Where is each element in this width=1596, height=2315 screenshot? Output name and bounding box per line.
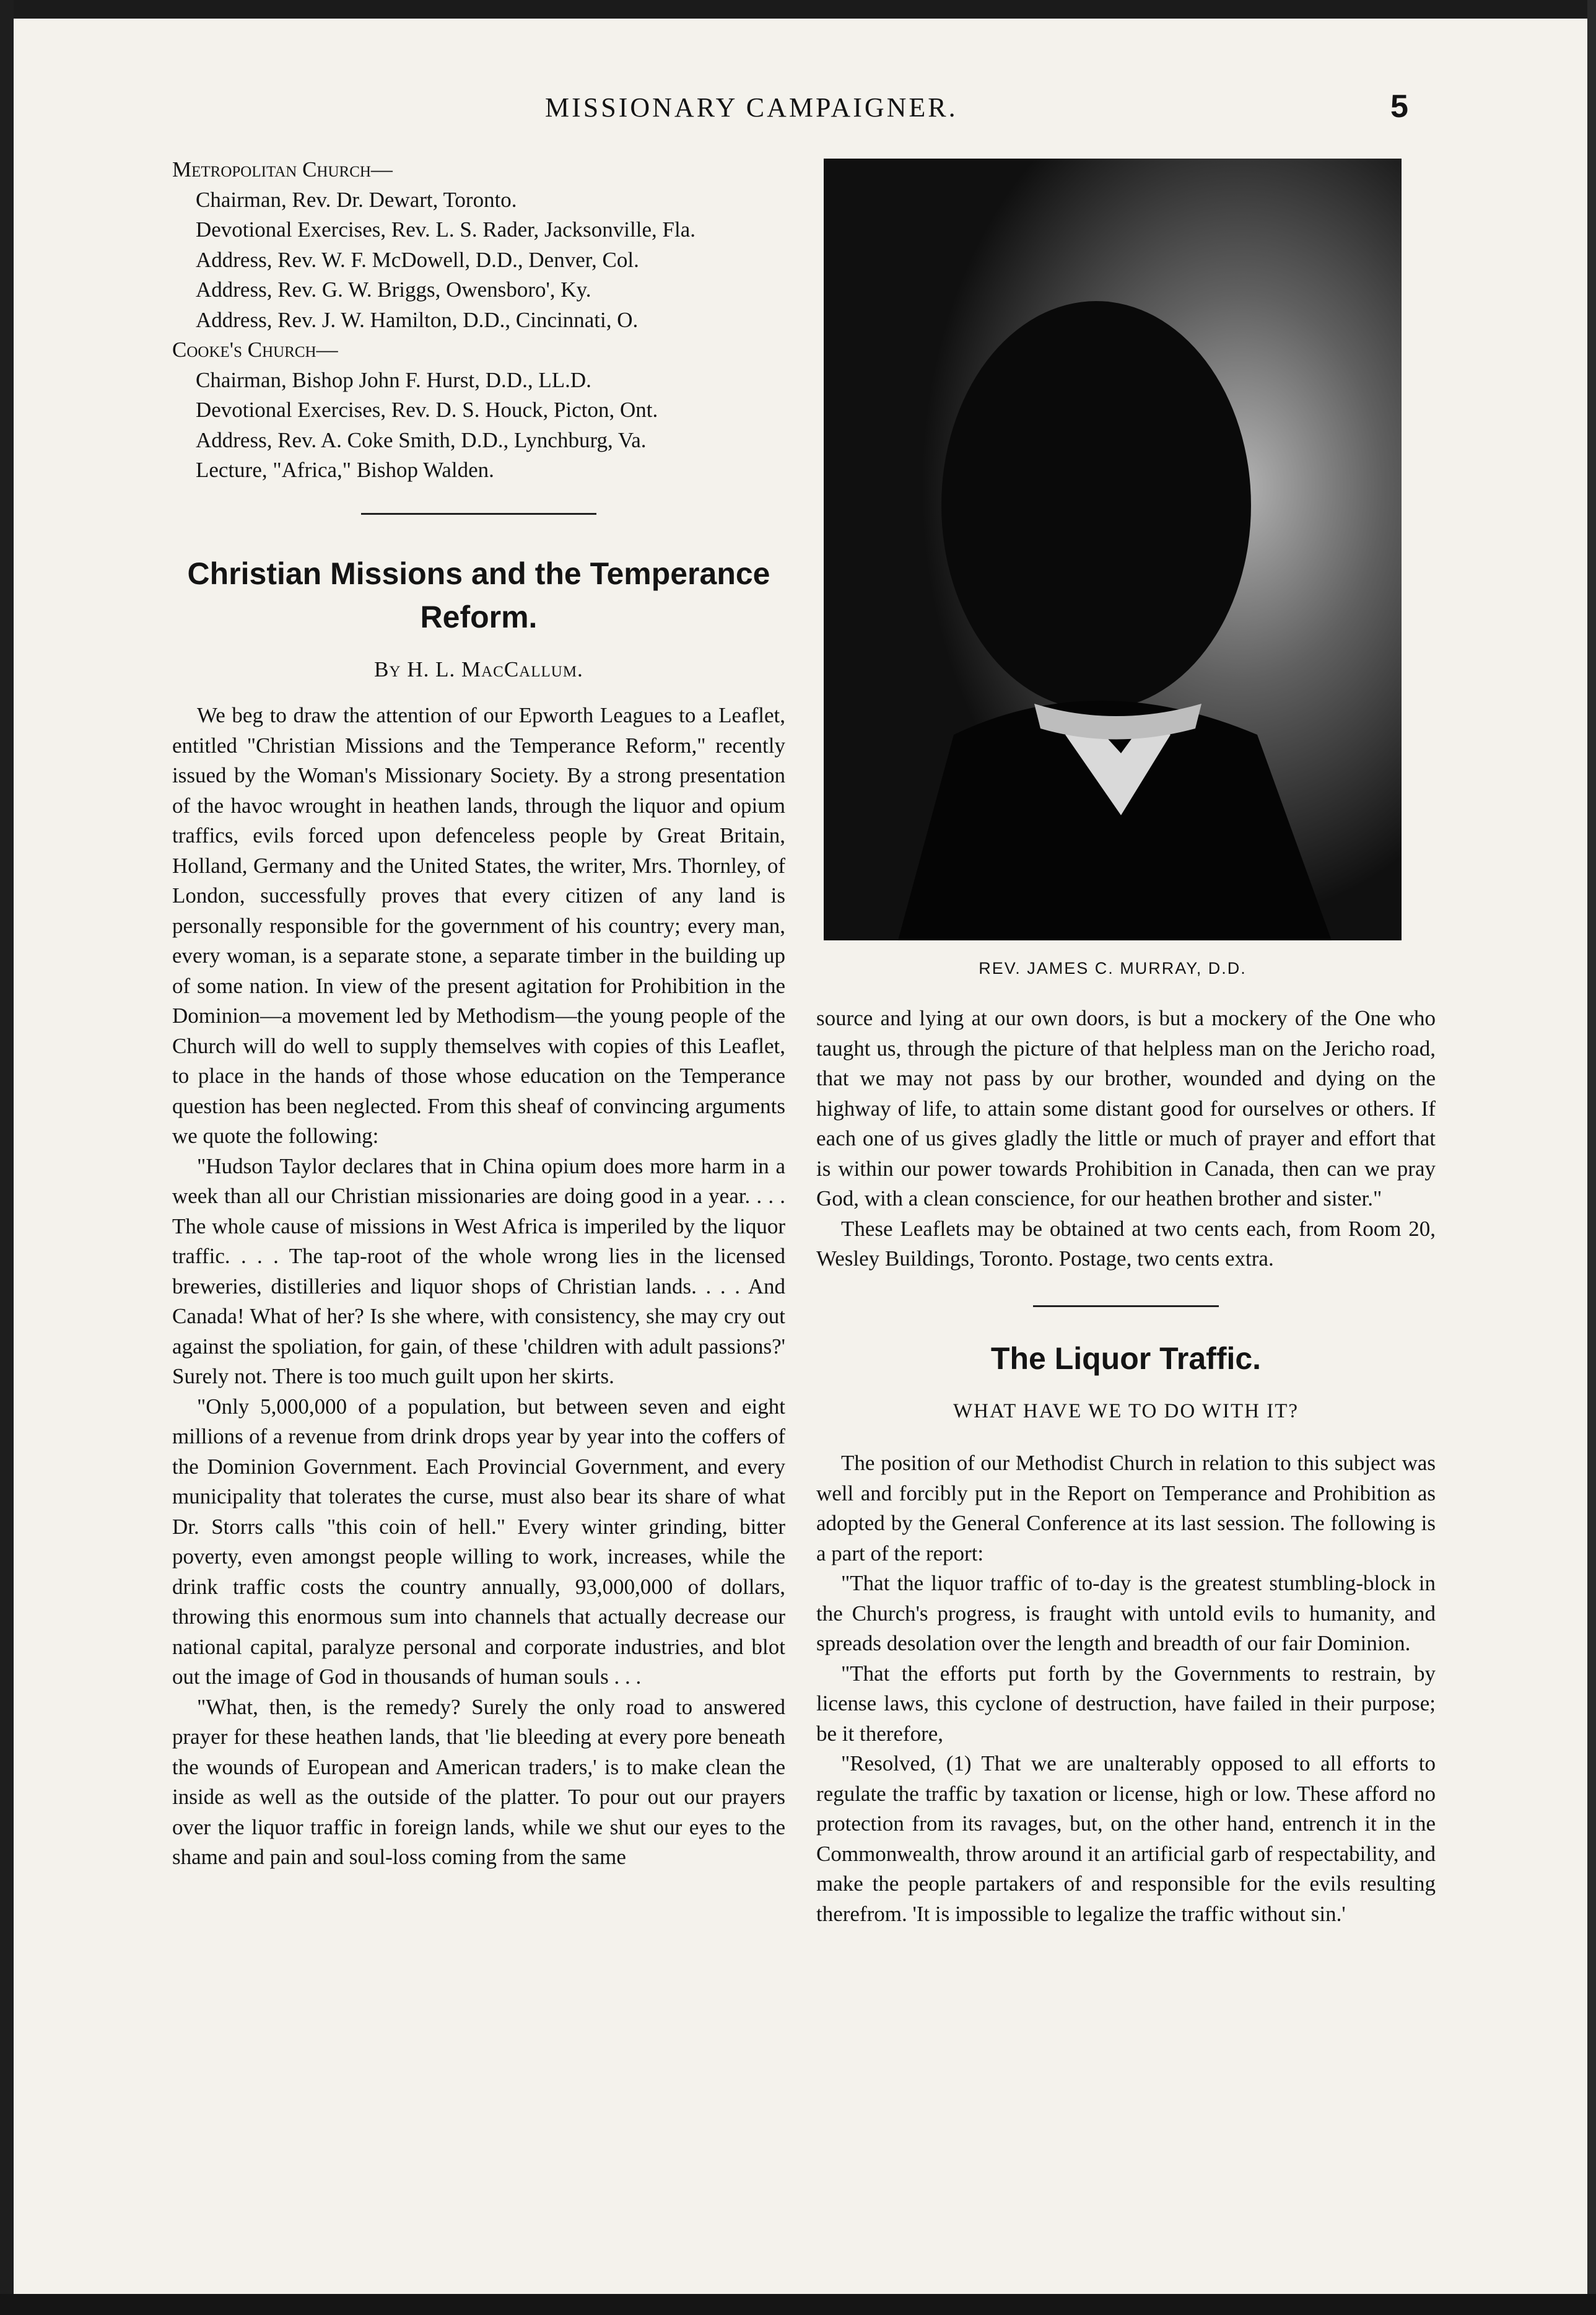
article-paragraph: We beg to draw the attention of our Epworth Leagues to a Leaflet, entitled "Christian Missions and the Temperance Reform," recently issued by the Woman's Missionary Society. By a strong presentation of the havoc wrought in heathen lands, through the liquor and opium traffics, evils forced upon defenceless people by Great Britain, Holland, Germany and the United States, the writer, Mrs. Thornley, of London, successfully proves that every citizen of any land is personally responsible for the government of his country; every man, every woman, is a separate stone, a separate timber in the building up of some nation. In view of the present agitation for Prohibition in the Dominion—a movement led by Methodism—the young people of the Church will do well to supply themselves with copies of this Leaflet, to place in the hands of those whose education on the Temperance question has been neglected. From this sheaf of convincing arguments we quote the following: bbox=[172, 703, 785, 1148]
article-paragraph: "Resolved, (1) That we are unalterably opposed to all efforts to regulate the traffic by taxation or license, high or low. These afford no protection from its ravages, but, on the other hand, entrench it in the Commonwealth, throw around it an artificial garb of respectability, and make the people partakers of and responsible for the evils resulting therefrom. 'It is impossible to legalize the traffic without sin.' bbox=[816, 1751, 1436, 1926]
section-divider bbox=[361, 513, 596, 515]
portrait-photo bbox=[824, 159, 1402, 940]
program-line: Devotional Exercises, Rev. D. S. Houck, Picton, Ont. bbox=[196, 398, 658, 422]
article-continuation: source and lying at our own doors, is but a mockery of the One who taught us, through the picture of that helpless man on the Jericho road, that we may not pass by our brother, wounded and dying on the highway of life, to attain some distant good for ourselves or others. If each one of us gives gladly the little or much of prayer and effort that is within our power towards Prohibition in Canada, then can we pray God, with a clean conscience, for our heathen brother and sister." bbox=[816, 1006, 1436, 1210]
portrait-image bbox=[824, 159, 1402, 940]
program-section-metropolitan bbox=[172, 155, 785, 335]
article-paragraph: "Hudson Taylor declares that in China opium does more harm in a week than all our Christian missionaries are doing good in a year. . . . The whole cause of missions in West Africa is imperiled by the liquor traffic. . . . The tap-root of the whole wrong lies in the licensed breweries, distilleries and liquor shops of Christian lands. . . . And Canada! What of her? Is she where, with consistency, she may cry out against the spoliation, for gain, of these 'children with adult passions?' Surely not. There is too much guilt upon her skirts. bbox=[172, 1153, 785, 1388]
article-byline: By H. L. MacCallum. bbox=[374, 657, 583, 681]
article-title: The Liquor Traffic. bbox=[990, 1341, 1262, 1376]
program-line: Chairman, Rev. Dr. Dewart, Toronto. bbox=[196, 187, 517, 212]
article-paragraph: The position of our Methodist Church in relation to this subject was well and forcibly put in the Report on Temperance and Prohibition as adopted by the General Conference at its last session. The following is a part of the report: bbox=[816, 1451, 1436, 1565]
scan-border-top bbox=[0, 0, 1596, 19]
program-section-cookes bbox=[172, 335, 785, 486]
article-paragraph: "What, then, is the remedy? Surely the only road to answered prayer for these heathen lands, that 'lie bleeding at every pore beneath the wounds of European and American traders,' is to make clean the inside as well as the outside of the platter. To pour out our prayers over the liquor traffic in foreign lands, while we shut our eyes to the shame and pain and soul-loss coming from the same bbox=[172, 1694, 785, 1869]
scan-border-right bbox=[1587, 0, 1596, 2315]
scan-border-left bbox=[0, 0, 14, 2315]
article-subtitle: WHAT HAVE WE TO DO WITH IT? bbox=[953, 1399, 1299, 1422]
program-line: Devotional Exercises, Rev. L. S. Rader, Jacksonville, Fla. bbox=[196, 217, 696, 242]
scan-border-bottom bbox=[0, 2294, 1596, 2315]
article-continuation: These Leaflets may be obtained at two cents each, from Room 20, Wesley Buildings, Toronto. Postage, two cents extra. bbox=[816, 1216, 1436, 1271]
running-title: MISSIONARY CAMPAIGNER. bbox=[545, 92, 958, 123]
left-column bbox=[172, 155, 785, 1873]
article-paragraph: "Only 5,000,000 of a population, but between seven and eight millions of a revenue from drink drops year by year into the coffers of the Dominion Government. Each Provincial Government, and every municipality that tolerates the curse, must also bear its share of what Dr. Storrs calls "this coin of hell." Every winter grinding, bitter poverty, even amongst people willing to work, increases, while the drink traffic costs the country annually, 93,000,000 of dollars, throwing this enormous sum into channels that actually decrease our national capital, paralyze personal and corporate industries, and blot out the image of God in thousands of human souls . . . bbox=[172, 1394, 785, 1689]
section-heading: Metropolitan Church— bbox=[172, 157, 393, 182]
program-line: Address, Rev. J. W. Hamilton, D.D., Cincinnati, O. bbox=[196, 307, 639, 332]
article-paragraph: "That the liquor traffic of to-day is the greatest stumbling-block in the Church's progress, is fraught with untold evils to humanity, and spreads desolation over the length and breadth of our fair Dominion. bbox=[816, 1571, 1436, 1655]
page-number: 5 bbox=[1390, 89, 1408, 125]
article-title: Christian Missions and the Temperance Reform. bbox=[187, 556, 770, 634]
photo-caption: REV. JAMES C. MURRAY, D.D. bbox=[979, 959, 1247, 978]
section-heading: Cooke's Church— bbox=[172, 338, 338, 362]
program-line: Lecture, "Africa," Bishop Walden. bbox=[196, 458, 494, 482]
program-line: Chairman, Bishop John F. Hurst, D.D., LL.D. bbox=[196, 367, 591, 392]
section-divider bbox=[1033, 1305, 1219, 1307]
right-column bbox=[816, 1004, 1436, 1929]
program-line: Address, Rev. W. F. McDowell, D.D., Denver, Col. bbox=[196, 247, 639, 272]
program-line: Address, Rev. A. Coke Smith, D.D., Lynchburg, Va. bbox=[196, 427, 647, 452]
article-paragraph: "That the efforts put forth by the Governments to restrain, by license laws, this cyclone of destruction, have failed in their purpose; be it therefore, bbox=[816, 1661, 1436, 1746]
program-line: Address, Rev. G. W. Briggs, Owensboro', Ky. bbox=[196, 278, 591, 302]
